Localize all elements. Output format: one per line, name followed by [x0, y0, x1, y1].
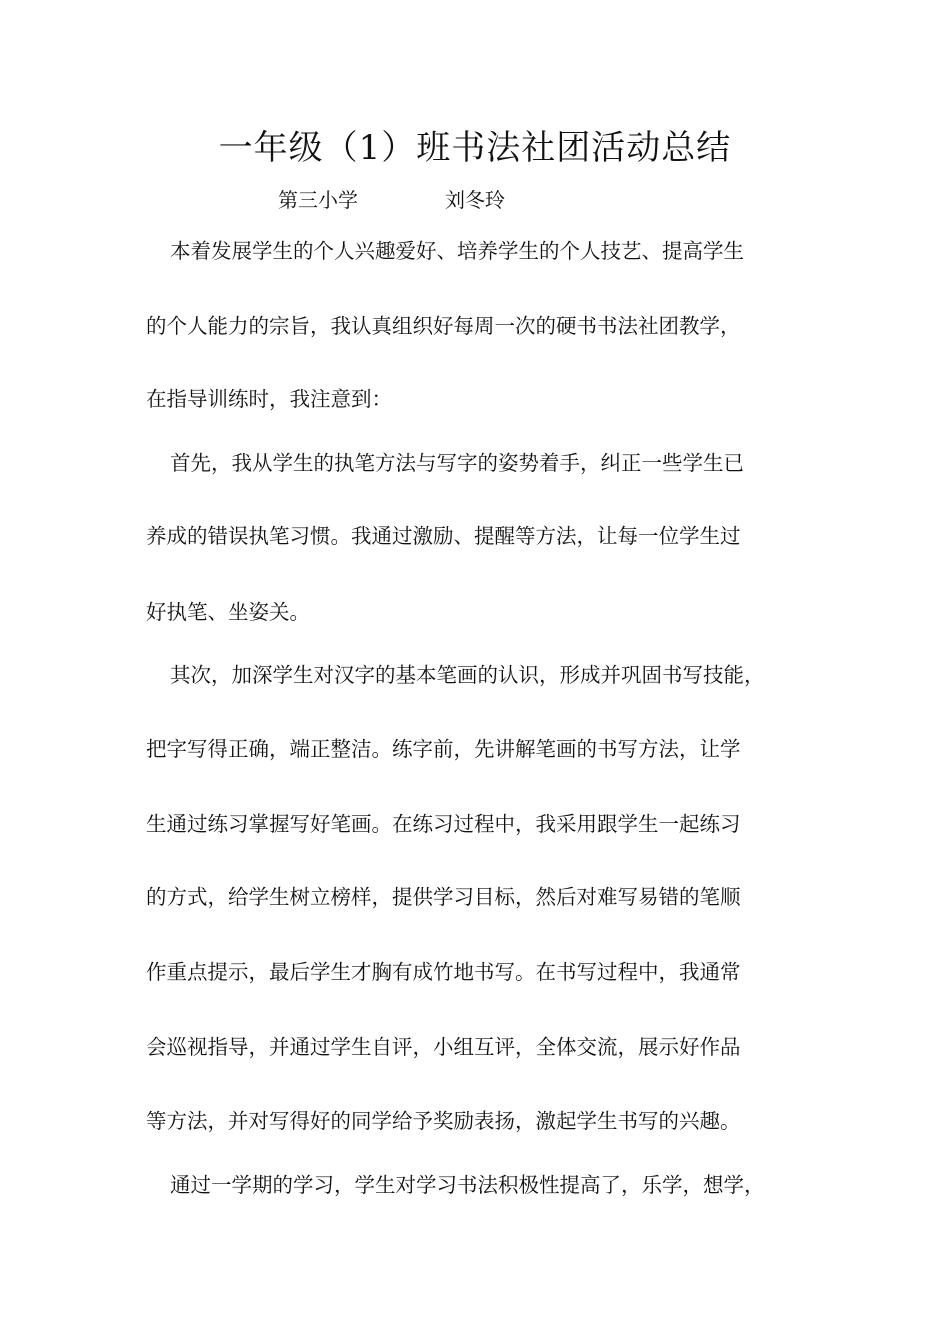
paragraph-line: 生通过练习掌握写好笔画。在练习过程中，我采用跟学生一起练习: [146, 812, 741, 836]
paragraph-line: 通过一学期的学习，学生对学习书法积极性提高了，乐学，想学，: [170, 1173, 765, 1197]
paragraph-line: 其次，加深学生对汉字的基本笔画的认识，形成并巩固书写技能，: [170, 663, 765, 687]
paragraph-line: 本着发展学生的个人兴趣爱好、培养学生的个人技艺、提高学生: [170, 239, 744, 263]
author-name: 刘冬玲: [445, 188, 505, 212]
school-name: 第三小学: [278, 188, 358, 212]
paragraph-line: 在指导训练时，我注意到：: [146, 387, 392, 411]
paragraph-line: 好执笔、坐姿关。: [146, 600, 310, 624]
paragraph-line: 作重点提示，最后学生才胸有成竹地书写。在书写过程中，我通常: [146, 960, 741, 984]
paragraph-line: 的个人能力的宗旨，我认真组织好每周一次的硬书书法社团教学，: [146, 314, 741, 338]
paragraph-line: 把字写得正确，端正整洁。练字前，先讲解笔画的书写方法，让学: [146, 737, 741, 761]
paragraph-line: 养成的错误执笔习惯。我通过激励、提醒等方法，让每一位学生过: [146, 524, 741, 548]
paragraph-line: 首先，我从学生的执笔方法与写字的姿势着手，纠正一些学生已: [170, 451, 744, 475]
paragraph-line: 的方式，给学生树立榜样，提供学习目标，然后对难写易错的笔顺: [146, 885, 741, 909]
paragraph-line: 会巡视指导，并通过学生自评，小组互评，全体交流，展示好作品: [146, 1035, 741, 1059]
paragraph-line: 等方法，并对写得好的同学给予奖励表扬，激起学生书写的兴趣。: [146, 1109, 741, 1133]
document-title: 一年级（1）班书法社团活动总结: [218, 128, 732, 168]
